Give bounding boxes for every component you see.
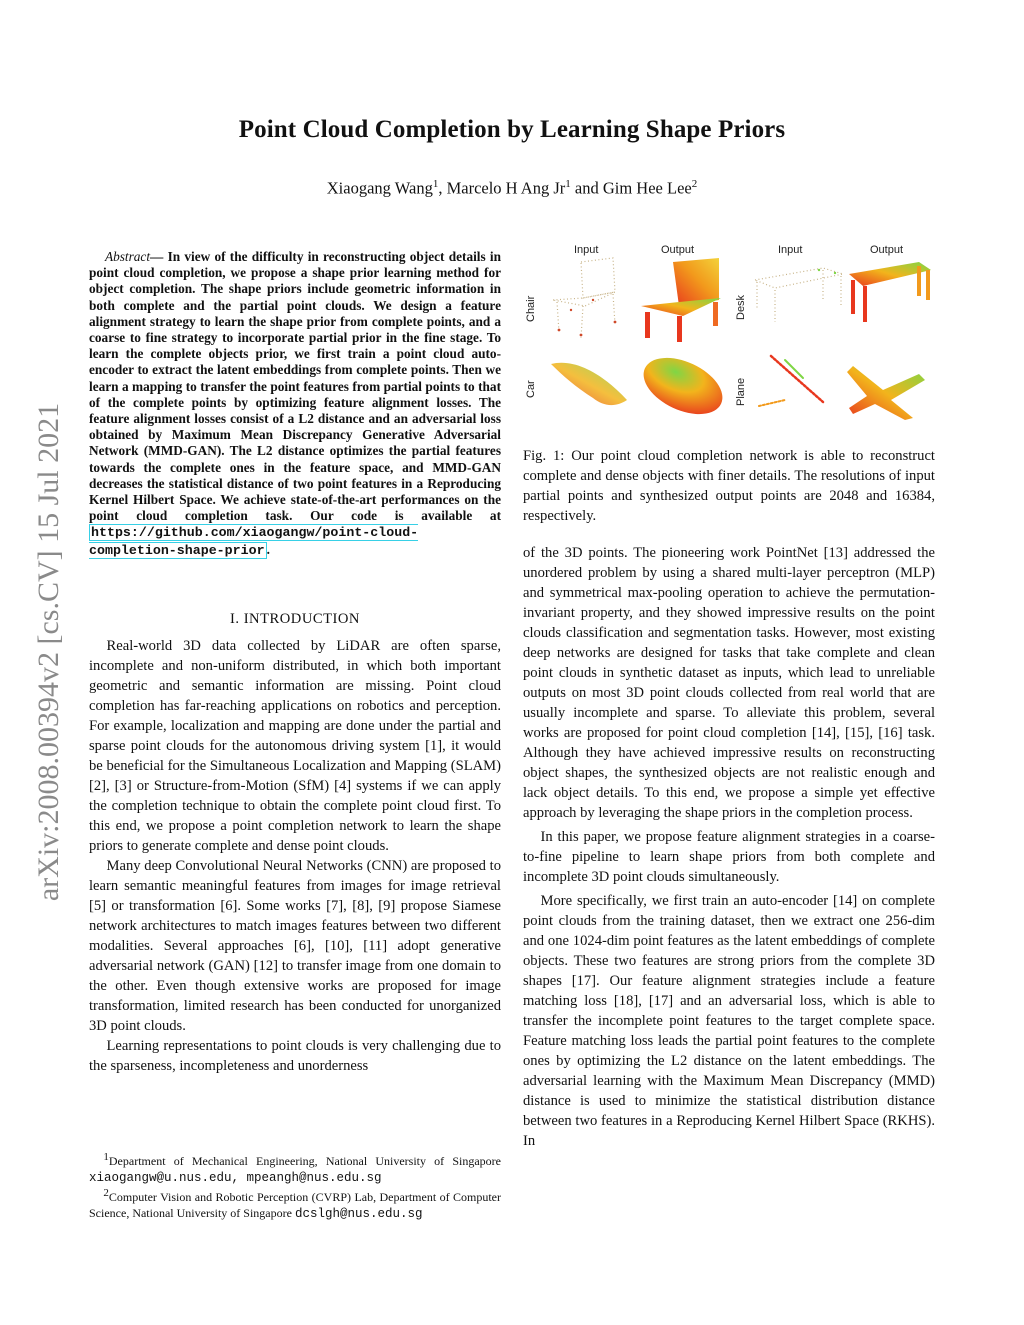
- row-label-car: Car: [525, 380, 537, 398]
- affiliation-mark: 1: [565, 178, 571, 190]
- chair-output-pointcloud: [641, 258, 721, 342]
- footnote-mark: 2: [103, 1187, 109, 1199]
- author-line: [0, 178, 1024, 199]
- arxiv-identifier: arXiv:2008.00394v2 [cs.CV] 15 Jul 2021: [32, 402, 65, 902]
- email-address[interactable]: dcslgh@nus.edu.sg: [294, 1206, 423, 1221]
- paragraph: More specifically, we first train an auto-encoder [14] on complete point clouds from the training dataset, then we extract one 256-dim and one 1024-dim point features as the latent embeddings of complete objects. These two features are strong priors from the complete 3D shapes [17]. Our feature alignment strategies include a feature matching loss [18], [17] and an adversarial loss, which is able to transfer the incomplete point features to the target complete space. Feature matching loss leads the partial point features to the complete ones by optimizing the L2 distance on the latent embeddings. The adversarial learning with the Maximum Mean Discrepancy (MMD) distance is used to minimize the statistical distribution distance between two features in a Reproducing Kernel Hilbert Space (RKHS). In: [523, 893, 935, 1149]
- abstract-dash: —: [150, 249, 168, 264]
- row-label-chair: Chair: [525, 295, 537, 322]
- desk-output-pointcloud: [849, 262, 931, 322]
- affiliation-mark: 1: [432, 178, 439, 190]
- section-heading: I. INTRODUCTION: [230, 611, 360, 627]
- right-column-text: [523, 543, 935, 1151]
- paragraph: Many deep Convolutional Neural Networks (CNN) are proposed to learn semantic meaningful features from images for image retrieval [5] or transformation [6]. Some works [7], [8], [9] propose Siamese network architectures to match images features between two different modalities. Several approaches [6], [10], [11] adopt generative adversarial network (GAN) [12] to transfer image from one domain to the other. Even though extensive works are proposed for image transformation, limited research has been conducted for unorganized 3D point clouds.: [89, 858, 501, 1034]
- column-header-input: Input: [574, 244, 599, 256]
- footnote-text: Computer Vision and Robotic Perception (CVRP) Lab, Department of Computer Science, National University of Singapore: [89, 1190, 501, 1220]
- footnote: [89, 1186, 501, 1222]
- introduction-text: [89, 636, 501, 1076]
- affiliation-mark: 2: [691, 178, 698, 190]
- paper-title: Point Cloud Completion by Learning Shape Priors: [238, 116, 786, 143]
- footnotes: [89, 1150, 501, 1222]
- author-name: Marcelo H Ang Jr: [446, 178, 566, 198]
- plane-input-pointcloud: [759, 356, 823, 406]
- footnote-text: Department of Mechanical Engineering, National University of Singapore: [108, 1154, 501, 1168]
- email-address[interactable]: xiaogangw@u.nus.edu, mpeangh@nus.edu.sg: [89, 1170, 382, 1185]
- chair-input-pointcloud: [553, 258, 615, 338]
- abstract-lead: Abstract: [104, 249, 151, 264]
- abstract: [89, 249, 501, 559]
- code-repository-link[interactable]: https://github.com/xiaogangw/point-cloud-completion-shape-prior: [89, 525, 419, 558]
- abstract-end: .: [266, 541, 270, 557]
- row-label-desk: Desk: [735, 294, 747, 320]
- car-input-pointcloud: [551, 363, 627, 405]
- author-separator: and: [570, 178, 603, 198]
- abstract-body: In view of the difficulty in reconstructing object details in point cloud completion, we propose a shape prior learning method for object completion. The shape priors include geometric information in both complete and the partial point clouds. We design a feature alignment strategy to learn the shape prior from complete points, and a coarse to fine strategy to incorporate partial prior in the fine stage. To learn the complete objects prior, we first train a point cloud auto-encoder to extract the latent embeddings from complete points. Then we learn a mapping to transfer the point features from partial points to that of the complete points by optimizing feature alignment losses. The feature alignment losses consist of a L2 distance and an adversarial loss obtained by Maximum Mean Discrepancy Generative Adversarial Network (MMD-GAN). The L2 distance optimizes the partial features towards the complete ones in the feature space, and MMD-GAN decreases the statistical distance of two point features in a Reproducing Kernel Hilbert Space. We achieve state-of-the-art performances on the point cloud completion task. Our code is available at: [89, 249, 501, 524]
- paragraph: of the 3D points. The pioneering work PointNet [13] addressed the unordered problem by using a shared multi-layer perceptron (MLP) and symmetrical max-pooling operation to achieve the permutation-invariant property, and they showed impressive results on the point clouds classification and segmentation tasks. However, most existing deep networks are designed for tasks that take complete and clean point clouds in synthetic dataset as inputs, which lead to unreliable outputs on most 3D point clouds collected from real world that are usually incomplete and sparse. To alleviate this problem, several works are proposed for point cloud completion [14], [15], [16] task. Although they have achieved impressive results on reconstructing object shapes, the synthesized objects are not realistic enough and lack object details. To this end, we propose a simple yet effective approach by leveraging the shape priors in the completion process.: [523, 545, 935, 821]
- paragraph: Real-world 3D data collected by LiDAR are often sparse, incomplete and non-uniform distributed, in which both important geometric and semantic information are missing. Point cloud completion has far-reaching applications on robotics and perception. For example, localization and mapping are done under the partial and sparse point clouds for the autonomous driving system [1], it would be beneficial for the Simultaneous Localization and Mapping (SLAM) [2], [3] or Structure-from-Motion (SfM) [4] systems if we can apply the completion technique to obtain the complete point cloud first. To this end, we propose a point completion network to learn the shape priors to generate complete and dense point clouds.: [89, 638, 501, 854]
- author-name: Gim Hee Lee: [602, 178, 692, 198]
- plane-output-pointcloud: [847, 366, 925, 420]
- footnote: [89, 1150, 501, 1186]
- desk-input-pointcloud: [755, 268, 843, 322]
- figure-caption: Fig. 1: Our point cloud completion network is able to reconstruct complete and dense objects with finer details. The resolutions of input partial points and synthesized output points are 2048 and 16384, respectively.: [523, 448, 935, 524]
- author-name: Xiaogang Wang: [326, 178, 433, 198]
- point-cloud-figure: [523, 240, 935, 420]
- footnote-mark: 1: [103, 1151, 109, 1163]
- figure-1: [523, 240, 935, 420]
- paragraph: Learning representations to point clouds is very challenging due to the sparseness, incompleteness and unorderness: [89, 1038, 501, 1074]
- car-output-pointcloud: [635, 346, 731, 420]
- column-header-input: Input: [778, 244, 803, 256]
- column-header-output: Output: [661, 244, 695, 256]
- paragraph: In this paper, we propose feature alignment strategies in a coarse-to-fine pipeline to learn shape priors from both complete and incomplete 3D point clouds simultaneously.: [523, 829, 935, 885]
- row-label-plane: Plane: [735, 377, 747, 406]
- author-separator: ,: [438, 178, 447, 198]
- column-header-output: Output: [870, 244, 904, 256]
